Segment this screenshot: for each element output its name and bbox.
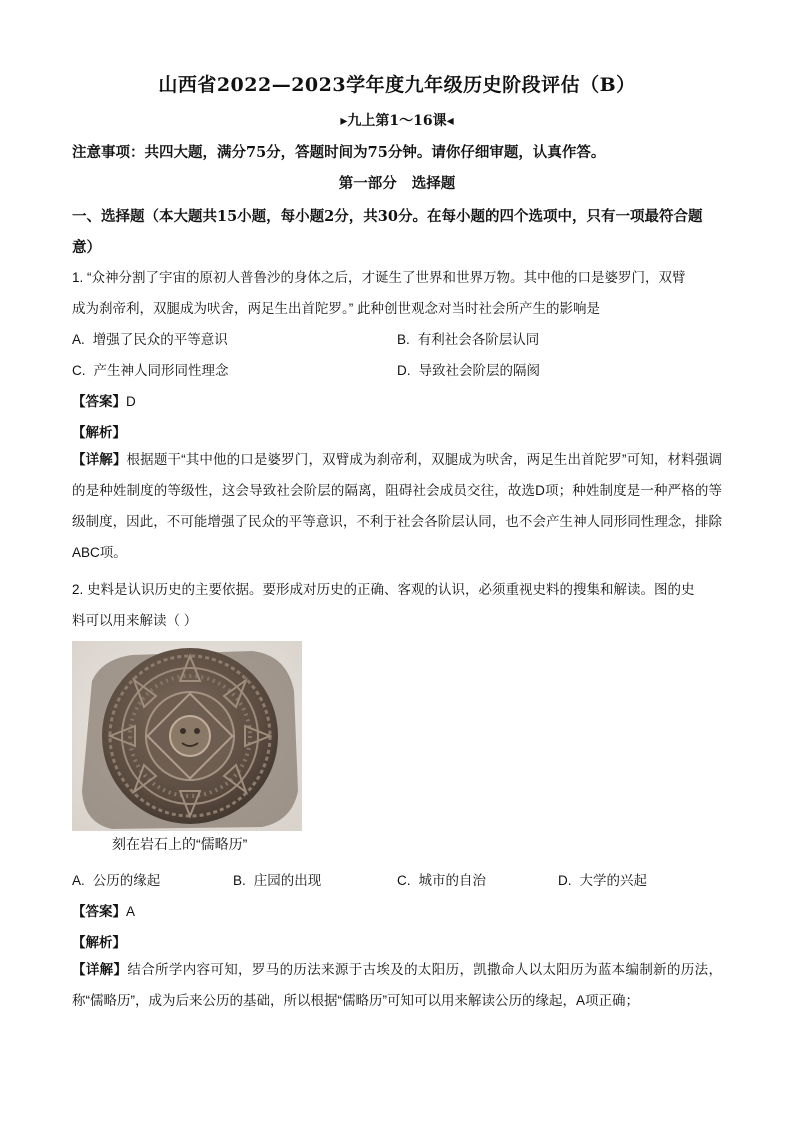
option-text: 产生神人同形同性理念 xyxy=(93,363,229,378)
q1-stem-line2: 成为刹帝利，双腿成为吠舍，两足生出首陀罗。” 此种创世观念对当时社会所产生的影响是 xyxy=(72,301,600,316)
q1-option-b xyxy=(397,328,539,348)
option-label: B. xyxy=(233,873,246,888)
option-label: D. xyxy=(558,873,572,888)
option-label: B. xyxy=(397,332,410,347)
q1-option-d xyxy=(397,359,540,379)
q2-detail xyxy=(72,954,722,1016)
option-text: 大学的兴起 xyxy=(579,873,647,888)
q1-answer xyxy=(72,390,136,410)
option-label: A. xyxy=(72,873,85,888)
option-text: 城市的自治 xyxy=(418,873,486,888)
page-title: 山西省2022—2023学年度九年级历史阶段评估（B） xyxy=(158,74,636,96)
page-subtitle: ▸九上第1～16课◂ xyxy=(340,113,454,129)
option-label: C. xyxy=(397,873,411,888)
q2-option-b xyxy=(233,869,321,889)
q1-option-a xyxy=(72,328,228,348)
q2-analysis-tag: 【解析】 xyxy=(72,935,126,950)
answer-value: A xyxy=(126,904,136,919)
q2-stem-line1: 2. 史料是认识历史的主要依据。要形成对历史的正确、客观的认识，必须重视史料的搜集和解读。图的史 xyxy=(72,582,695,597)
detail-tag: 【详解】 xyxy=(72,452,127,467)
q1-stem-line1: 1. “众神分割了宇宙的原初人普鲁沙的身体之后，才诞生了世界和世界万物。其中他的口是婆罗门，双臂 xyxy=(72,270,686,285)
q1-detail xyxy=(72,444,722,568)
q2-option-c xyxy=(397,869,486,889)
q1-analysis-tag: 【解析】 xyxy=(72,425,126,440)
q2-stem-line2: 料可以用来解读（ ） xyxy=(72,613,198,628)
part-heading: 第一部分 选择题 xyxy=(338,175,456,192)
q1-option-c xyxy=(72,359,229,379)
q2-option-d xyxy=(558,869,647,889)
calendar-stone-image xyxy=(72,641,302,831)
option-text: 庄园的出现 xyxy=(253,873,322,888)
exam-notice: 注意事项：共四大题，满分75分，答题时间为75分钟。请你仔细审题，认真作答。 xyxy=(72,144,606,161)
answer-value: D xyxy=(126,394,136,409)
answer-tag: 【答案】 xyxy=(72,394,126,409)
option-text: 增强了民众的平等意识 xyxy=(92,332,228,347)
answer-tag: 【答案】 xyxy=(72,904,126,919)
section-heading: 一、选择题（本大题共15小题，每小题2分，共30分。在每小题的四个选项中，只有一项最符合题意） xyxy=(72,208,703,256)
q2-option-a xyxy=(72,869,160,889)
image-caption: 刻在岩石上的“儒略历” xyxy=(112,836,248,852)
option-text: 公历的缘起 xyxy=(92,873,161,888)
option-label: A. xyxy=(72,332,85,347)
detail-text: 结合所学内容可知，罗马的历法来源于古埃及的太阳历，凯撒命人以太阳历为蓝本编制新的历法，称“儒略历”，成为后来公历的基础，所以根据“儒略历”可知可以用来解读公历的缘起，A项正确； xyxy=(72,962,723,1008)
sun-stone-illustration xyxy=(72,641,302,831)
option-text: 有利社会各阶层认同 xyxy=(417,332,540,347)
detail-text: 根据题干“其中他的口是婆罗门，双臂成为刹帝利，双腿成为吠舍，两足生出首陀罗”可知，材料强调的是种姓制度的等级性，这会导致社会阶层的隔离，阻碍社会成员交往，故选D项；种姓制度是一种严格的等级制度，因此，不可能增强了民众的平等意识，不利于社会各阶层认同，也不会产生神人同形同性理念，排除ABC项。 xyxy=(72,452,722,560)
q2-answer xyxy=(72,900,135,920)
option-text: 导致社会阶层的隔阂 xyxy=(418,363,540,378)
detail-tag: 【详解】 xyxy=(72,962,128,977)
option-label: C. xyxy=(72,363,86,378)
option-label: D. xyxy=(397,363,411,378)
